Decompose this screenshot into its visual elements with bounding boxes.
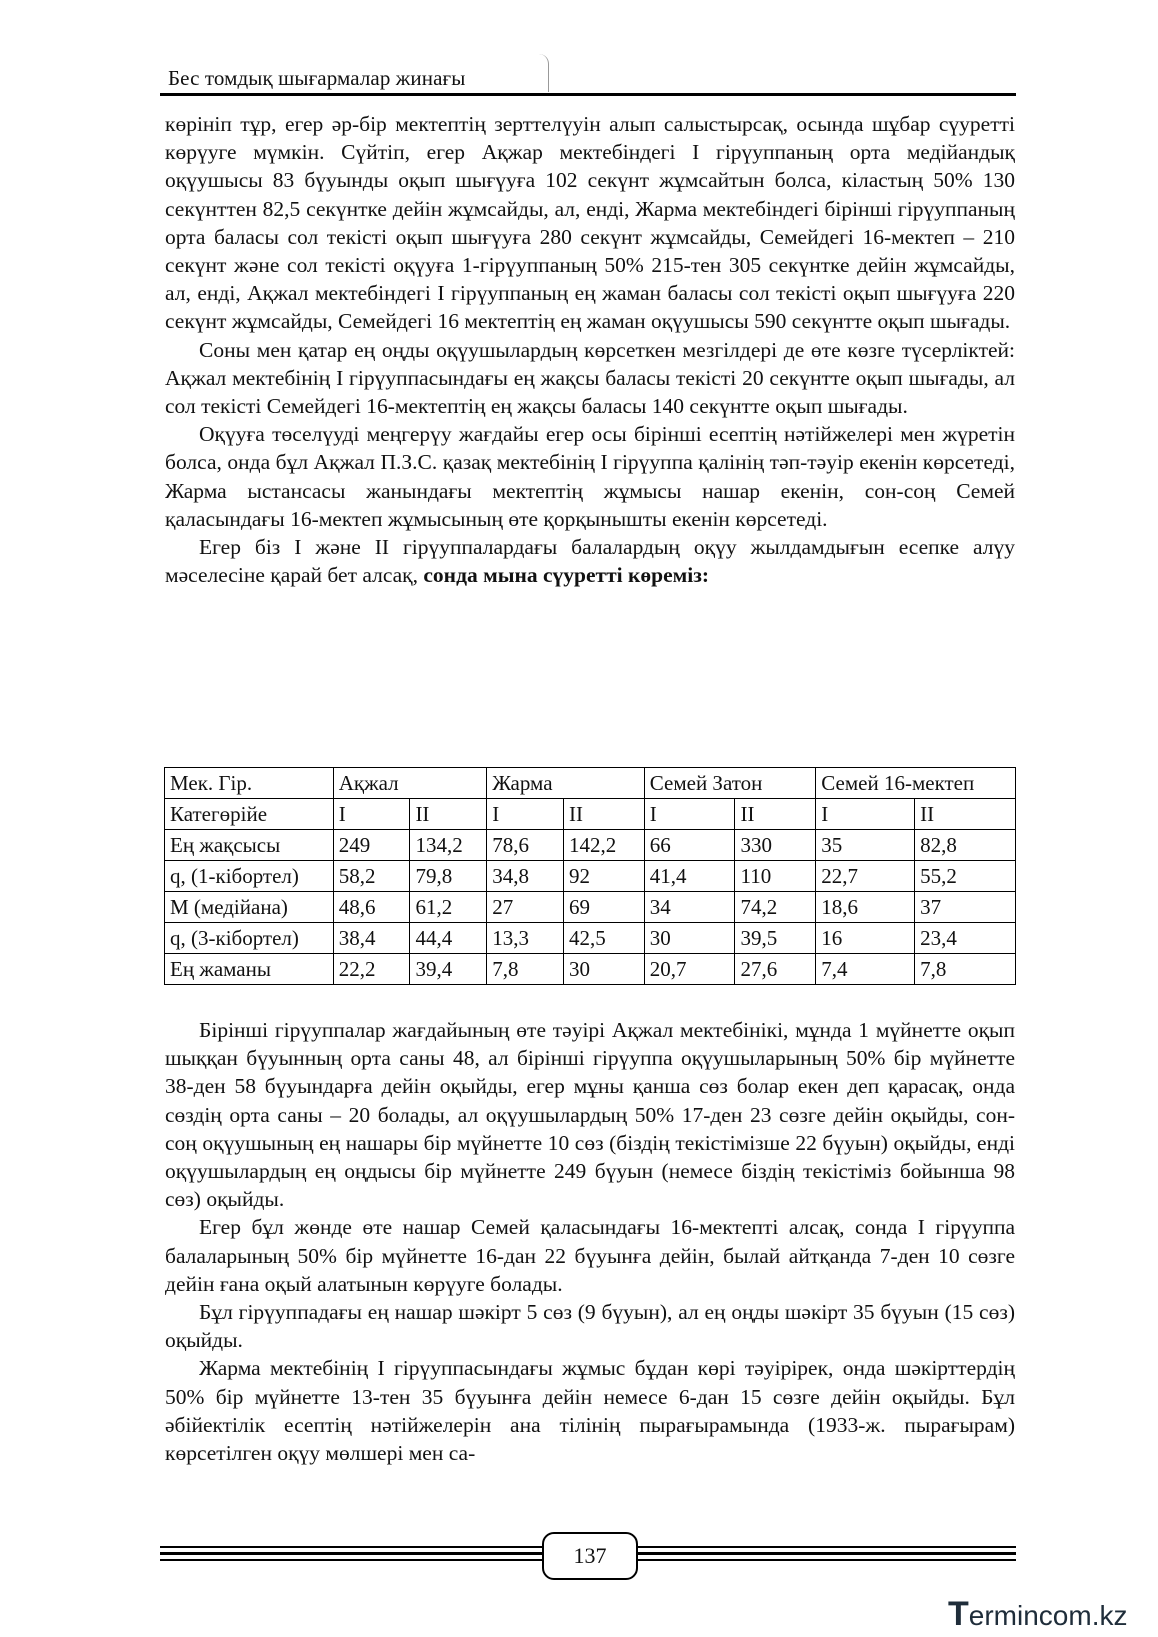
- table-cell: 18,6: [816, 892, 915, 923]
- paragraph: Соны мен қатар ең оңды оқүушылардың көрсеткен мезгілдері де өте көзге түсерліктей: Ақжал мектебінің I гірүуппасындағы ең жақсы баласы текісті 20 секүнтте оқып шығады, ал сол текісті Семейдегі 16-мектептің ең жақсы баласы 140 секүнтте оқып шығады.: [165, 337, 1015, 419]
- paragraph: Егер бұл жөнде өте нашар Семей қаласындағы 16-мектепті алсақ, сонда I гірүуппа балаларының 50% бір мүйнетте 16-дан 22 бүуынға дейін, былай айтқанда 7-ден 10 сөзге дейін ғана оқый алатынын көрүуге болады.: [165, 1215, 1015, 1296]
- table-cell: 34,8: [487, 861, 564, 892]
- watermark-logo: [948, 1595, 1148, 1631]
- table-cell: q, (1-кібортел): [165, 861, 334, 892]
- table-cell: 42,5: [563, 923, 644, 954]
- table-cell: Категөрійе: [165, 799, 334, 830]
- table-cell: Ең жақсысы: [165, 830, 334, 861]
- reading-speed-table: [164, 767, 1016, 985]
- table-cell: 16: [816, 923, 915, 954]
- table-cell: 27,6: [735, 954, 816, 985]
- table-cell: M (медійана): [165, 892, 334, 923]
- lead-in-text: Егер біз I және II гірүуппалардағы балалардың оқүу жылдамдығын есепке алүу мәселесіне қарай бет алсақ,: [165, 535, 1015, 588]
- table-header-cell: Семей Затон: [644, 768, 816, 799]
- paragraph: Бірінші гірүуппалар жағдайының өте тәуірі Ақжал мектебінікі, мұнда 1 мүйнетте оқып шыққан бүуынның орта саны 48, ал бірінші гірүуппа оқүушыларының 50% бір мүйнетте 38-ден 58 бүуындарға дейін оқыйды, егер мұны қанша сөз болар екен деп қарасақ, онда сөздің орта саны – 20 болады, ал оқүушылардың 50% 17-ден 23 сөзге дейін оқыйды, сон-соң оқүушының ең нашары бір мүйнетте 10 сөз (біздің текістімізше 22 бүуын) оқыйды, енді оқүушылардың ең оңдысы бір мүйнетте 249 бүуын (немесе біздің текістіміз бойынша 98 сөз) оқыйды.: [165, 1018, 1015, 1212]
- footer-rule-right: [632, 1546, 1016, 1548]
- table-row: [165, 954, 1016, 985]
- table-cell: 22,2: [333, 954, 410, 985]
- table-header-cell: Ақжал: [333, 768, 487, 799]
- book-title: Бес томдық шығармалар жинағы: [168, 66, 466, 90]
- table-cell: 74,2: [735, 892, 816, 923]
- footer-rule-left-lower: [160, 1559, 544, 1561]
- body-text-top: [165, 110, 1015, 589]
- table-cell: q, (3-кібортел): [165, 923, 334, 954]
- table-cell: II: [410, 799, 487, 830]
- table-cell: 61,2: [410, 892, 487, 923]
- table-row: [165, 799, 1016, 830]
- table-cell: 38,4: [333, 923, 410, 954]
- paragraph: Жарма мектебінің I гірүуппасындағы жұмыс бұдан көрі тәуірірек, онда шәкірттердің 50% бір мүйнетте 13-тен 35 бүуынға дейін немесе 6-дан 15 сөзге дейін оқыйды. Бұл әбійектілік есептің нәтійжелерін ана тілінің пырағырамында (1933-ж. пырағырам) көрсетілген оқүу мөлшері мен са-: [165, 1356, 1015, 1466]
- table-cell: 39,4: [410, 954, 487, 985]
- paragraph: көрініп тұр, егер әр-бір мектептің зерттелүуін алып салыстырсақ, осында шұбар сүуретті көрүуге мүмкін. Сүйтіп, егер Ақжар мектебіндегі I гірүуппаның орта медійандық оқүушысы 83 бүуынды оқып шығүуға 102 секүнт жұмсайтын болса, кіластың 50% 130 секүнттен 82,5 секүнтке дейін жұмсайды, ал, енді, Жарма мектебіндегі бірінші гірүуппаның орта баласы сол текісті оқып шығүуға 280 секүнт жұмсайды, Семейдегі 16-мектеп – 210 секүнт және сол текісті оқүуға 1-гірүуппаның 50% 215-тен 305 секүнтке дейін жұмсайды, ал, енді, Ақжал мектебіндегі I гірүуппаның ең жаман баласы сол текісті оқып шығүуға 220 секүнт жұмсайды, Семейдегі 16 мектептің ең жаман оқүушысы 590 секүнтте оқып шығады.: [165, 112, 1015, 334]
- header-rule: [160, 93, 1016, 96]
- paragraph: Бұл гірүуппадағы ең нашар шәкірт 5 сөз (9 бүуын), ал ең оңды шәкірт 35 бүуын (15 сөз) оқыйды.: [165, 1300, 1015, 1353]
- footer-rule-right-lower: [632, 1559, 1016, 1561]
- table-cell: 55,2: [915, 861, 1016, 892]
- watermark-text: ermincom.kz: [968, 1600, 1128, 1631]
- table-cell: 78,6: [487, 830, 564, 861]
- table-row: [165, 892, 1016, 923]
- table-cell: 35: [816, 830, 915, 861]
- footer-rule-left-thick: [160, 1552, 544, 1555]
- table-header-cell: Мек. Гір.: [165, 768, 334, 799]
- table-cell: 34: [644, 892, 735, 923]
- table-cell: 30: [563, 954, 644, 985]
- body-text-bottom: [165, 1016, 1015, 1467]
- paragraph: Оқүуға төселүуді меңгерүу жағдайы егер осы бірінші есептің нәтійжелері мен жүретін болса, онда бұл Ақжал П.З.С. қазақ мектебінің I гірүуппа қалінің тәп-тәуір екенін көрсетеді, Жарма ыстансасы жанындағы мектептің жұмысы нашар екенін, сон-соң Семей қаласындағы 16-мектеп жұмысының өте қорқынышты екенін көрсетеді.: [165, 422, 1015, 531]
- table-cell: 7,8: [487, 954, 564, 985]
- table-cell: 110: [735, 861, 816, 892]
- paragraph-lead-in: [165, 533, 1015, 589]
- table-cell: 13,3: [487, 923, 564, 954]
- table-cell: 82,8: [915, 830, 1016, 861]
- page-number: 137: [573, 1543, 607, 1568]
- table-cell: 48,6: [333, 892, 410, 923]
- table-cell: 41,4: [644, 861, 735, 892]
- table-header-row: [165, 768, 1016, 799]
- table-cell: I: [333, 799, 410, 830]
- table-cell: 58,2: [333, 861, 410, 892]
- table-cell: I: [816, 799, 915, 830]
- footer-rule-right-thick: [632, 1552, 1016, 1555]
- table-header-cell: Семей 16-мектеп: [816, 768, 1016, 799]
- table-cell: II: [735, 799, 816, 830]
- table-cell: 7,8: [915, 954, 1016, 985]
- watermark-letter: T: [948, 1595, 969, 1633]
- table-row: [165, 923, 1016, 954]
- table-cell: 249: [333, 830, 410, 861]
- table-cell: 92: [563, 861, 644, 892]
- table-cell: 37: [915, 892, 1016, 923]
- table-cell: 69: [563, 892, 644, 923]
- table-row: [165, 830, 1016, 861]
- table-header-cell: Жарма: [487, 768, 645, 799]
- table-cell: 30: [644, 923, 735, 954]
- table-cell: 22,7: [816, 861, 915, 892]
- footer-rule-left: [160, 1546, 544, 1548]
- table-cell: II: [915, 799, 1016, 830]
- table-cell: 27: [487, 892, 564, 923]
- page-footer: [160, 1528, 1016, 1588]
- lead-in-bold: сонда мына сүуретті көреміз:: [423, 563, 710, 588]
- table-cell: Ең жаманы: [165, 954, 334, 985]
- table-cell: 7,4: [816, 954, 915, 985]
- table-cell: 142,2: [563, 830, 644, 861]
- table-row: [165, 861, 1016, 892]
- table-cell: I: [487, 799, 564, 830]
- page-number-box: [542, 1532, 638, 1580]
- table-cell: 23,4: [915, 923, 1016, 954]
- running-header: [160, 54, 1016, 96]
- table-cell: 134,2: [410, 830, 487, 861]
- table-cell: I: [644, 799, 735, 830]
- table-cell: 20,7: [644, 954, 735, 985]
- table-cell: II: [563, 799, 644, 830]
- table-cell: 66: [644, 830, 735, 861]
- table-cell: 79,8: [410, 861, 487, 892]
- table-cell: 39,5: [735, 923, 816, 954]
- table-cell: 44,4: [410, 923, 487, 954]
- table-cell: 330: [735, 830, 816, 861]
